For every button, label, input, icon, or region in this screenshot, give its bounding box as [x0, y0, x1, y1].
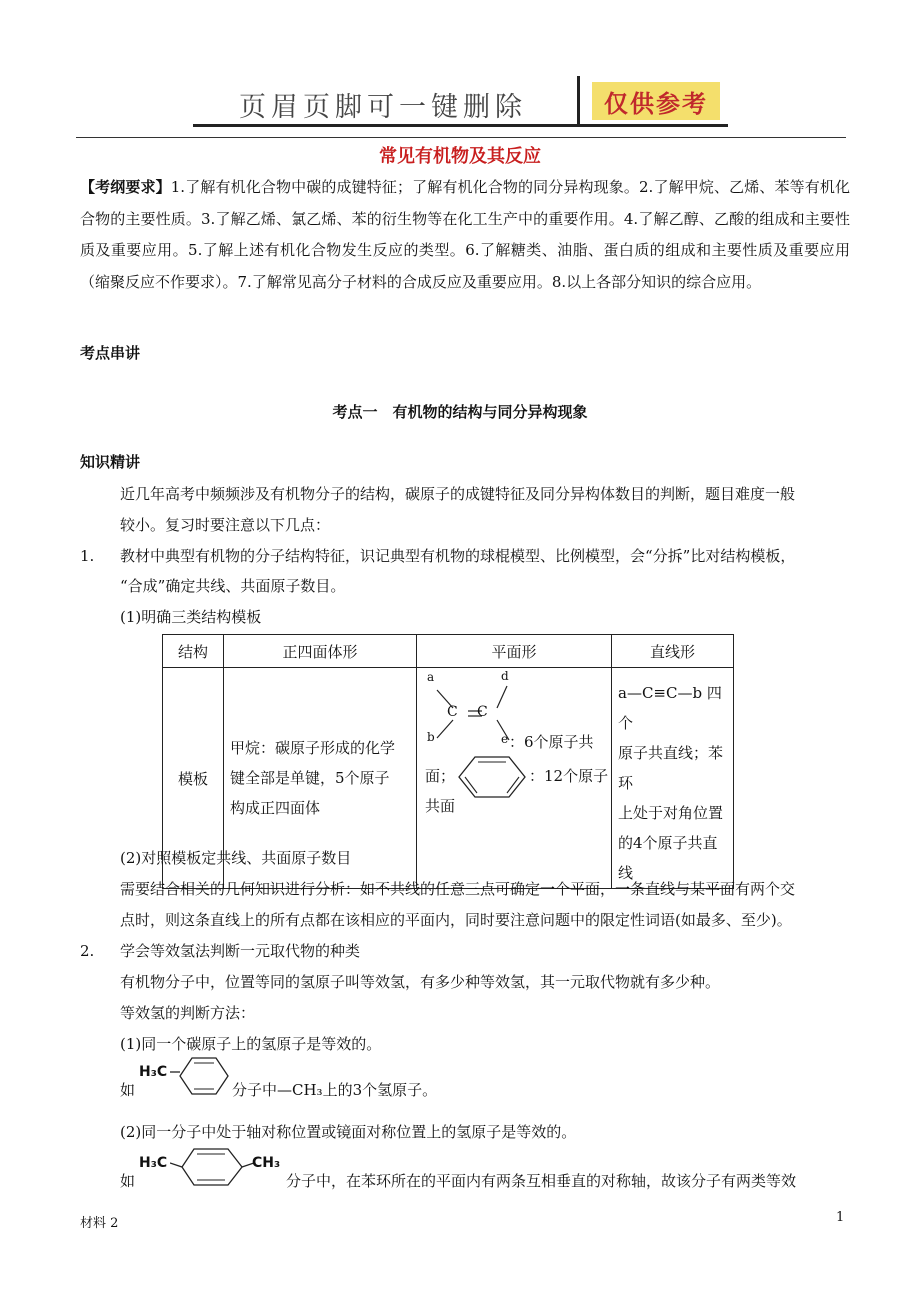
item1-sub1: (1)明确三类结构模板	[120, 608, 262, 626]
atom-label: d	[501, 669, 509, 683]
requirements-label: 【考纲要求】	[80, 178, 171, 196]
planar-text: 面；	[425, 767, 456, 785]
item2-point-2: (2)同一分子中处于轴对称位置或镜面对称位置上的氢原子是等效的。	[120, 1123, 577, 1141]
requirements-text: 1.了解有机化合物中碳的成键特征；了解有机化合物的同分异构现象。2.了解甲烷、乙烯、苯等有机化合物的主要性质。3.了解乙烯、氯乙烯、苯的衍生物等在化工生产中的重要作用。4.了解乙醇、乙酸的组成和主要性质及重要应用。5.了解上述有机化合物发生反应的类型。6.了解糖类、油脂、蛋白质的组成和主要性质及重要应用（缩聚反应不作要求）。7.了解常见高分子材料的合成反应及重要应用。8.以上各部分知识的综合应用。	[80, 178, 850, 291]
planar-text: 共面	[425, 797, 456, 815]
planar-cell	[417, 668, 612, 889]
page-title: 常见有机物及其反应	[379, 146, 541, 167]
benzene-ring-icon	[457, 754, 527, 800]
item1-sub2-text-2: 点时，则这条直线上的所有点都在该相应的平面内，同时要注意问题中的限定性词语(如最多、至少)。	[120, 911, 792, 929]
linear-cell	[612, 668, 734, 889]
example2-suffix: 分子中，在苯环所在的平面内有两条互相垂直的对称轴，故该分子有两类等效	[286, 1172, 797, 1190]
item2-number: 2.	[80, 942, 95, 960]
linear-line: 的4个原子共直	[618, 834, 718, 852]
linear-line: 线	[618, 864, 634, 882]
item2-line-1: 学会等效氢法判断一元取代物的种类	[120, 942, 361, 960]
planar-text: ：12个原子	[529, 767, 609, 785]
header-banner-text: 页眉页脚可一键删除	[239, 91, 527, 123]
table-header-cell: 结构	[163, 635, 224, 668]
knowledge-heading: 知识精讲	[80, 453, 141, 471]
methyl-group-label: H₃C	[139, 1064, 168, 1080]
example2-prefix: 如	[120, 1172, 136, 1190]
linear-line: 原子共直线；苯环	[618, 744, 724, 792]
table-header-cell: 正四面体形	[224, 635, 417, 668]
planar-text: ：6个原子共	[509, 733, 594, 751]
atom-label: C	[447, 704, 458, 720]
row-label: 模板	[163, 668, 224, 889]
item1-number: 1.	[80, 547, 95, 565]
methyl-group-label: CH₃	[252, 1155, 281, 1171]
table-header-cell: 平面形	[417, 635, 612, 668]
methyl-group-label: H₃C	[139, 1155, 168, 1171]
header-rule	[76, 137, 846, 138]
example1-prefix: 如	[120, 1081, 136, 1099]
atom-label: e	[501, 732, 509, 746]
linear-line: a—C≡C—b 四个	[618, 684, 722, 732]
tetra-line: 构成正四面体	[230, 799, 321, 817]
kaodian-chuanjiang: 考点串讲	[80, 344, 141, 362]
banner-divider	[577, 76, 580, 124]
item1-line-1: 教材中典型有机物的分子结构特征，识记典型有机物的球棍模型、比例模型，会“分拆”比对结构模板，	[120, 547, 796, 565]
item2-line-3: 等效氢的判断方法：	[120, 1004, 256, 1022]
item1-sub2-text-1: 需要结合相关的几何知识进行分析：如不共线的任意三点可确定一个平面，一条直线与某平面有两个交	[120, 880, 796, 898]
xylene-ring-icon	[170, 1147, 254, 1193]
reference-stamp: 仅供参考	[592, 82, 720, 120]
section1-title: 考点一 有机物的结构与同分异构现象	[332, 403, 588, 421]
example1-suffix: 分子中—CH₃上的3个氢原子。	[232, 1081, 438, 1099]
table-header-cell: 直线形	[612, 635, 734, 668]
footer-left: 材料 2	[80, 1216, 119, 1231]
atom-label: C	[477, 704, 488, 720]
requirements-paragraph	[80, 172, 850, 298]
item1-sub2: (2)对照模板定共线、共面原子数目	[120, 849, 352, 867]
intro-line-2: 较小。复习时要注意以下几点：	[120, 516, 331, 534]
linear-line: 上处于对角位置	[618, 804, 724, 822]
page-number: 1	[836, 1210, 845, 1225]
tetra-line: 键全部是单键，5个原子	[230, 769, 390, 787]
toluene-ring-icon	[170, 1056, 232, 1102]
tetra-line: 甲烷：碳原子形成的化学	[230, 739, 396, 757]
item2-point-1: (1)同一个碳原子上的氢原子是等效的。	[120, 1035, 382, 1053]
item2-line-2: 有机物分子中，位置等同的氢原子叫等效氢，有多少种等效氢，其一元取代物就有多少种。	[120, 973, 721, 991]
table-header-row	[163, 635, 734, 668]
item1-line-2: “合成”确定共线、共面原子数目。	[120, 577, 346, 595]
intro-line-1: 近几年高考中频频涉及有机物分子的结构，碳原子的成键特征及同分异构体数目的判断，题目难度一般	[120, 485, 796, 503]
atom-label: b	[427, 730, 435, 744]
atom-label: a	[427, 670, 435, 684]
banner-underline	[193, 124, 728, 127]
